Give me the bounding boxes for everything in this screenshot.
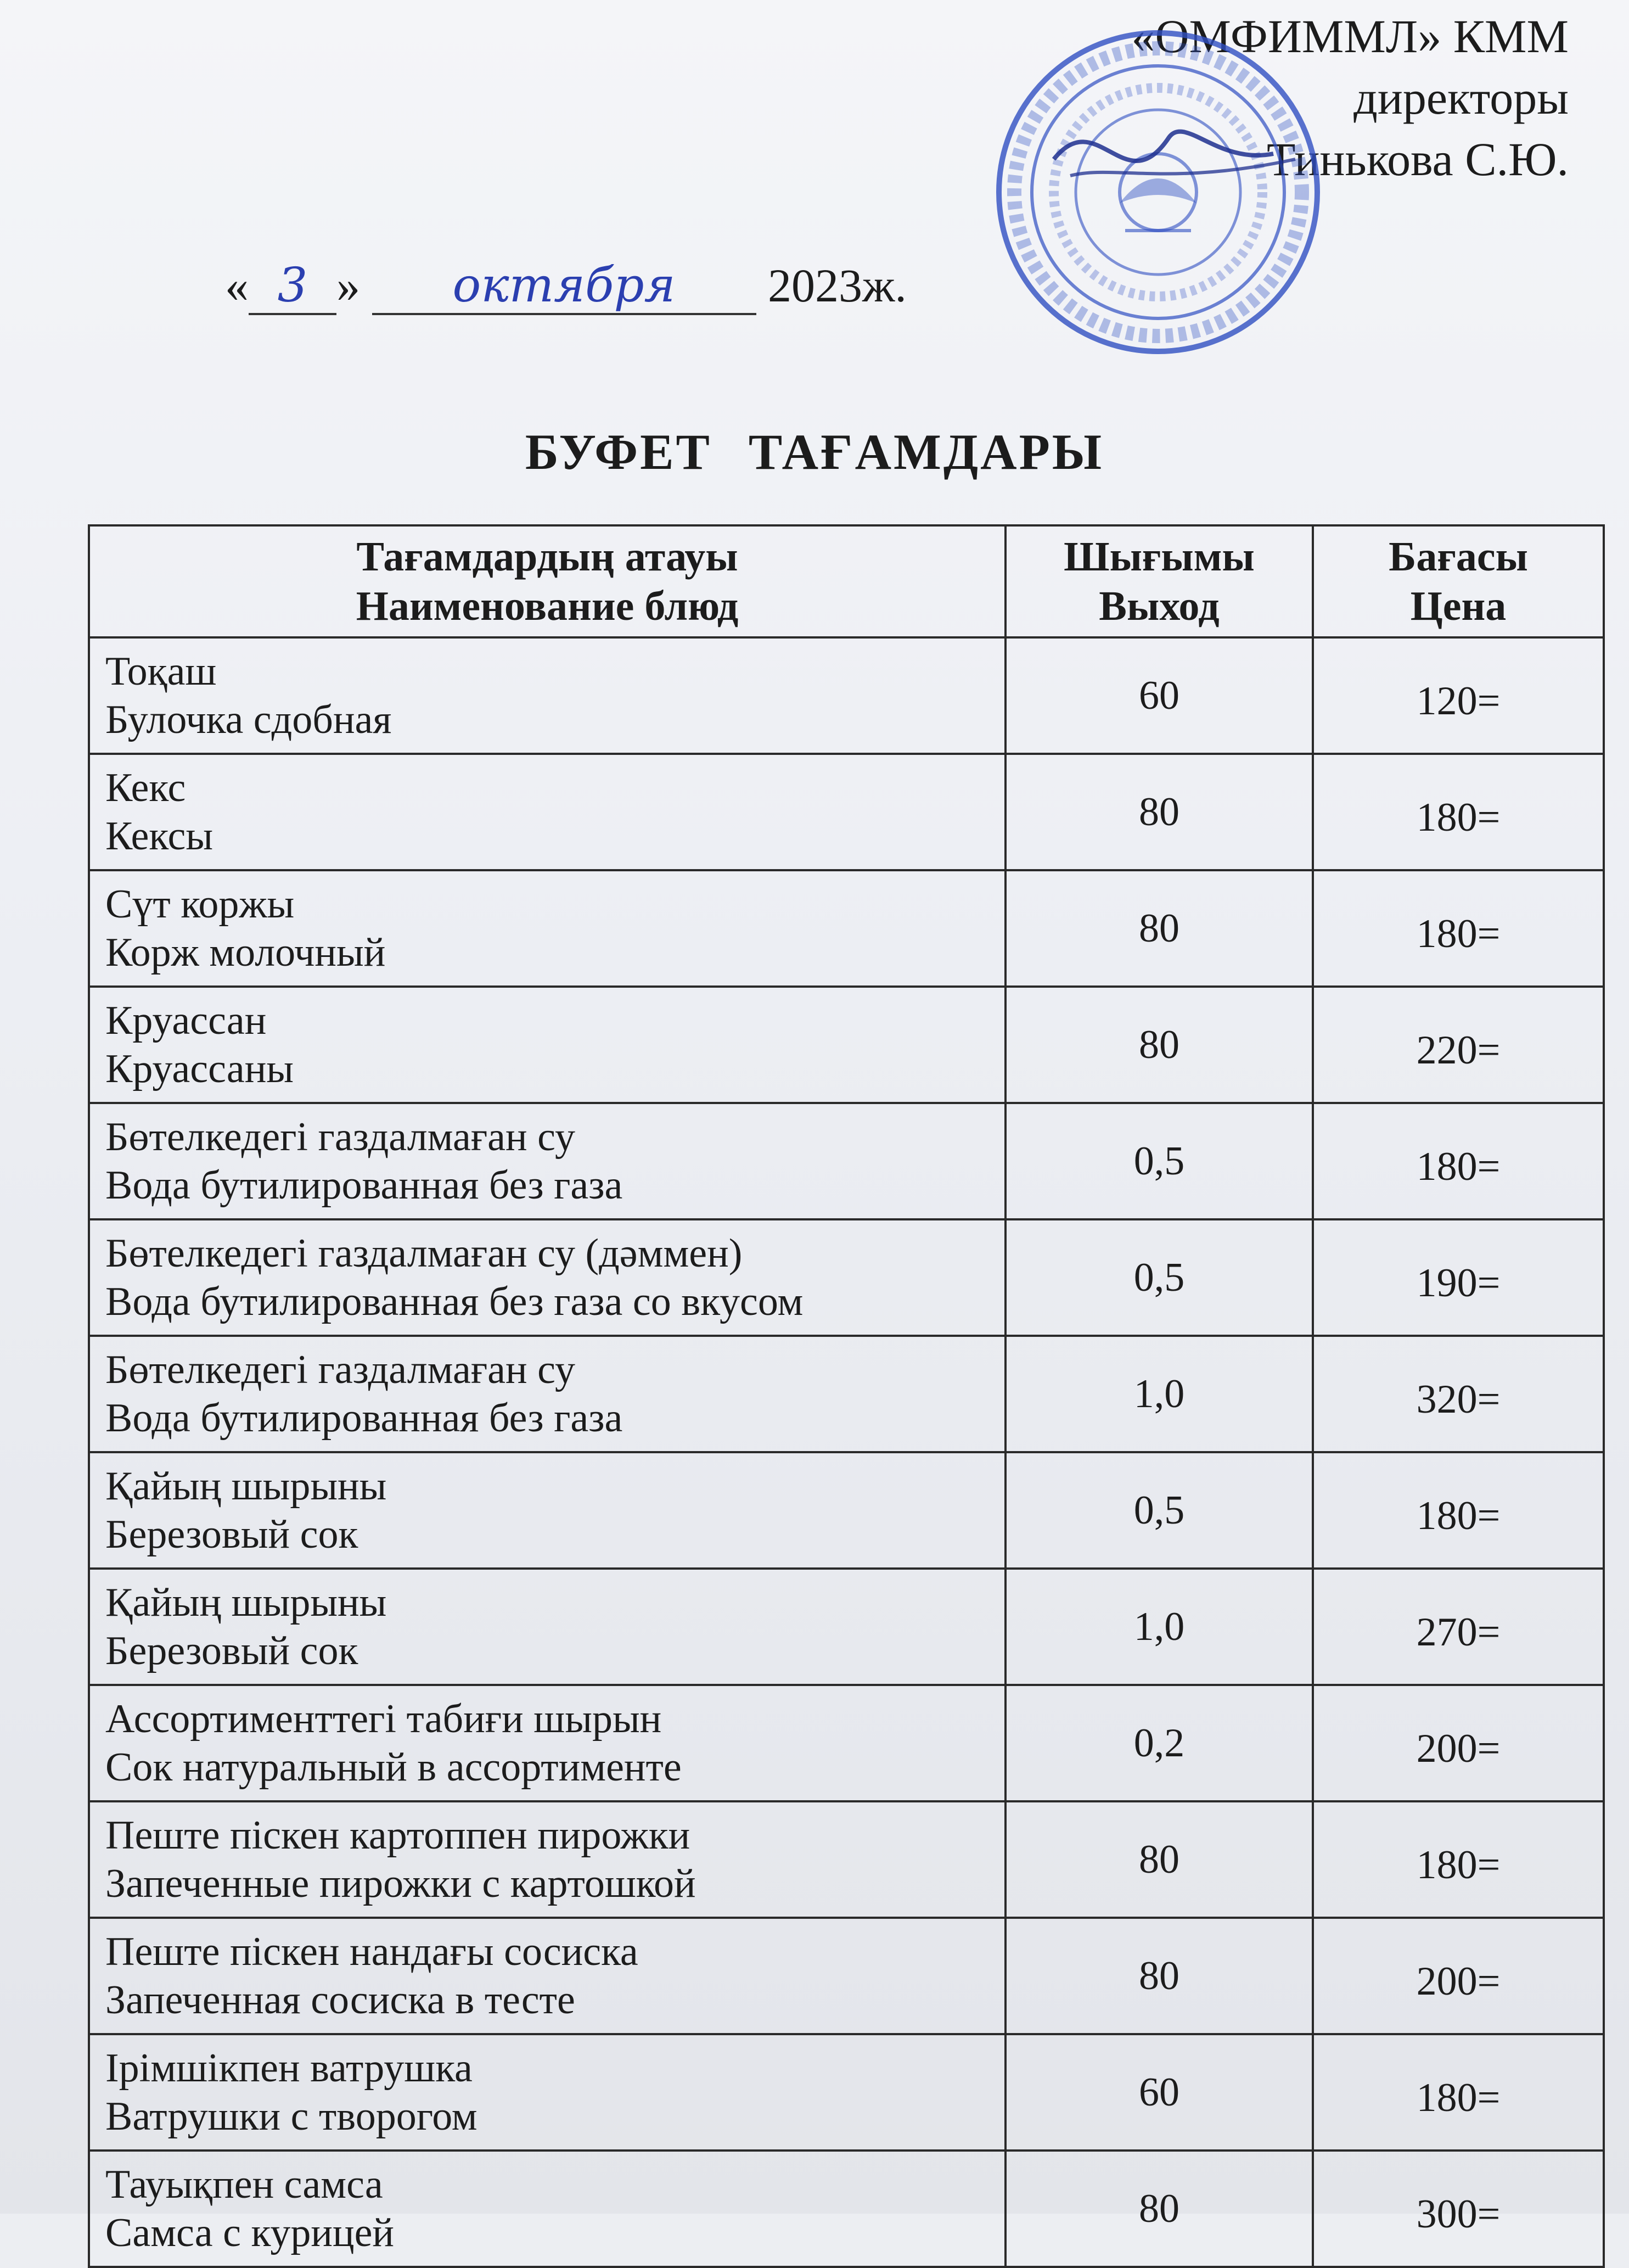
dish-name-cell: Кекс Кексы [89,754,1006,870]
header-dish-name: Тағамдардың атауы Наименование блюд [89,525,1006,637]
portion-cell: 80 [1006,987,1313,1103]
table-header-row [89,525,1604,637]
price-cell: 180= [1313,1452,1604,1569]
portion-cell: 0,5 [1006,1219,1313,1336]
portion-cell: 0,2 [1006,1685,1313,1801]
dish-name-cell: Бөтелкедегі газдалмаған су Вода бутилированная без газа [89,1103,1006,1219]
table-row [89,1452,1604,1569]
organization-name: «ОМФИММЛ» КММ [1131,10,1569,63]
table-row [89,1801,1604,1918]
price-cell: 120= [1313,637,1604,754]
portion-cell: 80 [1006,2151,1313,2267]
dish-name-cell: Круассан Круассаны [89,987,1006,1103]
table-row [89,1685,1604,1801]
director-title: директоры [1353,71,1569,124]
portion-cell: 1,0 [1006,1336,1313,1452]
price-cell: 320= [1313,1336,1604,1452]
dish-name-cell: Тауықпен самса Самса с курицей [89,2151,1006,2267]
date-day: 3 [249,258,336,315]
table-row [89,987,1604,1103]
official-seal-stamp [988,22,1328,362]
dish-name-cell: Бөтелкедегі газдалмаған су (дәммен) Вода бутилированная без газа со вкусом [89,1219,1006,1336]
table-row [89,2151,1604,2267]
price-cell: 180= [1313,1103,1604,1219]
dish-name-cell: Пеште піскен нандағы сосиска Запеченная сосиска в тесте [89,1918,1006,2034]
price-cell: 180= [1313,2034,1604,2151]
dish-name-cell: Сүт коржы Корж молочный [89,870,1006,987]
dish-name-cell: Қайың шырыны Березовый сок [89,1452,1006,1569]
portion-cell: 80 [1006,1918,1313,2034]
table-row [89,1569,1604,1685]
price-cell: 200= [1313,1918,1604,2034]
table-row [89,1103,1604,1219]
dish-name-cell: Қайың шырыны Березовый сок [89,1569,1006,1685]
dish-name-cell: Ірімшікпен ватрушка Ватрушки с творогом [89,2034,1006,2151]
portion-cell: 80 [1006,870,1313,987]
signature-stroke [1054,132,1273,161]
portion-cell: 80 [1006,754,1313,870]
document-title: БУФЕТ ТАҒАМДАРЫ [525,424,1104,480]
table-row [89,1219,1604,1336]
table-row [89,754,1604,870]
portion-cell: 1,0 [1006,1569,1313,1685]
buffet-menu-table [88,524,1605,2268]
price-cell: 180= [1313,754,1604,870]
price-cell: 180= [1313,1801,1604,1918]
dish-name-cell: Пеште піскен картоппен пирожки Запеченные пирожки с картошкой [89,1801,1006,1918]
table-row [89,1918,1604,2034]
price-cell: 190= [1313,1219,1604,1336]
portion-cell: 80 [1006,1801,1313,1918]
price-cell: 220= [1313,987,1604,1103]
price-cell: 270= [1313,1569,1604,1685]
portion-cell: 60 [1006,2034,1313,2151]
dish-name-cell: Ассортименттегі табиғи шырын Сок натуральный в ассортименте [89,1685,1006,1801]
portion-cell: 0,5 [1006,1452,1313,1569]
header-price: Бағасы Цена [1313,525,1604,637]
table-row [89,1336,1604,1452]
date-month: октября [372,258,756,315]
date-open-quote: « [225,259,249,312]
dish-name-cell: Бөтелкедегі газдалмаған су Вода бутилированная без газа [89,1336,1006,1452]
price-cell: 200= [1313,1685,1604,1801]
price-cell: 180= [1313,870,1604,987]
table-row [89,2034,1604,2151]
table-row [89,870,1604,987]
portion-cell: 0,5 [1006,1103,1313,1219]
table-row [89,637,1604,754]
date-close-quote: » [336,259,360,312]
portion-cell: 60 [1006,637,1313,754]
header-portion: Шығымы Выход [1006,525,1313,637]
price-cell: 300= [1313,2151,1604,2267]
date-line [225,258,907,315]
director-name: Тинькова С.Ю. [1267,133,1569,186]
date-year: 2023ж. [768,259,907,312]
dish-name-cell: Тоқаш Булочка сдобная [89,637,1006,754]
